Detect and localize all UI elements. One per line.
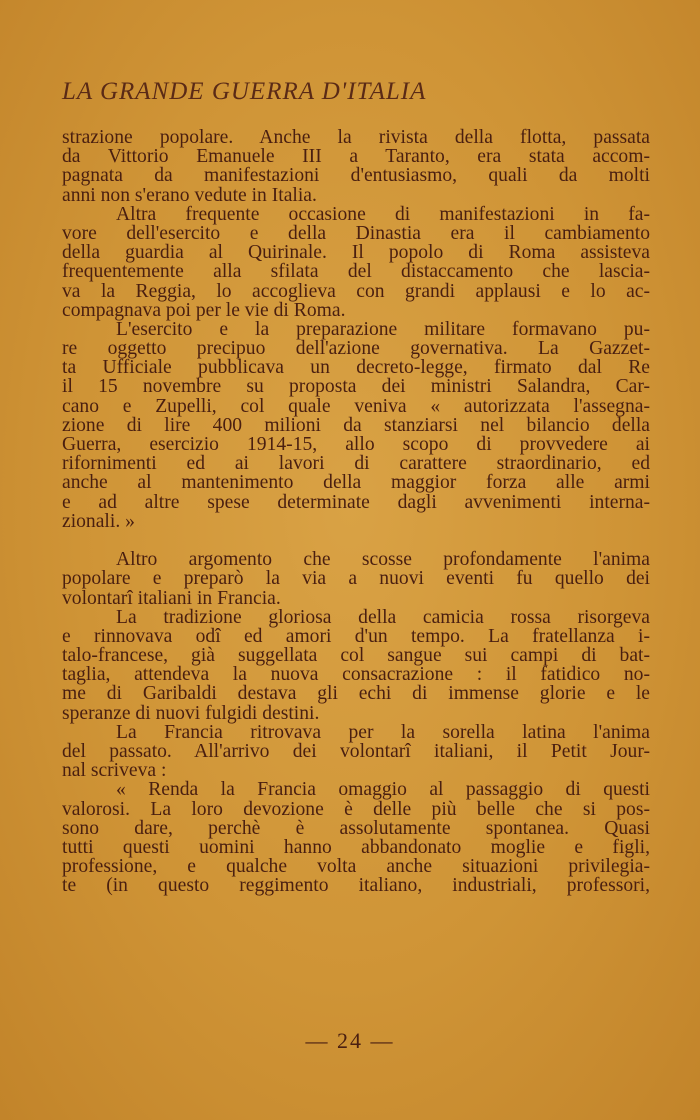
text-line: compagnava poi per le vie di Roma. bbox=[62, 299, 346, 321]
text-line: ta Ufficiale pubblicava un decreto-legge, firmato dal Re bbox=[62, 357, 650, 379]
text-line: zione di lire 400 milioni da stanziarsi nel bilancio della bbox=[62, 414, 650, 436]
text-line: nal scriveva : bbox=[62, 760, 167, 782]
text-line: Guerra, esercizio 1914-15, allo scopo di provvedere ai bbox=[62, 434, 650, 455]
page-number: — 24 — bbox=[305, 1028, 395, 1053]
text-line: me di Garibaldi destava gli echi di immense glorie e le bbox=[62, 683, 650, 705]
text-line: speranze di nuovi fulgidi destini. bbox=[62, 702, 320, 724]
text-line: professione, e qualche volta anche situazioni privilegia- bbox=[62, 856, 650, 878]
text-line: te (in questo reggimento italiano, industriali, professori, bbox=[62, 875, 650, 897]
paragraph-gap bbox=[62, 531, 650, 550]
text-line: anni non s'erano vedute in Italia. bbox=[62, 184, 317, 206]
text-line: talo-francese, già suggellata col sangue sui campi di bat- bbox=[62, 645, 650, 667]
text-line: vore dell'esercito e della Dinastia era il cambiamento bbox=[62, 222, 650, 244]
text-line: va la Reggia, lo accoglieva con grandi applausi e lo ac- bbox=[62, 280, 650, 302]
text-line: taglia, attendeva la nuova consacrazione : il fatidico no- bbox=[62, 664, 650, 686]
text-line: « Renda la Francia omaggio al passaggio di questi bbox=[116, 779, 650, 801]
text-line: il 15 novembre su proposta dei ministri Salandra, Car- bbox=[62, 376, 650, 398]
text-line: e ad altre spese determinate dagli avvenimenti interna- bbox=[62, 491, 650, 513]
text-line: anche al mantenimento della maggior forza alle armi bbox=[62, 472, 650, 494]
running-title: LA GRANDE GUERRA D'ITALIA bbox=[62, 78, 427, 105]
text-line: valorosi. La loro devozione è delle più belle che si pos- bbox=[62, 798, 650, 820]
text-line: frequentemente alla sfilata del distaccamento che lascia- bbox=[62, 261, 650, 283]
text-line: L'esercito e la preparazione militare formavano pu- bbox=[116, 318, 650, 340]
text-line: strazione popolare. Anche la rivista della flotta, passata bbox=[62, 127, 650, 148]
text-line: da Vittorio Emanuele III a Taranto, era stata accom- bbox=[62, 146, 650, 168]
text-line: pagnata da manifestazioni d'entusiasmo, quali da molti bbox=[62, 165, 650, 187]
text-line: Altra frequente occasione di manifestazioni in fa- bbox=[116, 203, 650, 225]
text-line: La Francia ritrovava per la sorella latina l'anima bbox=[116, 721, 650, 743]
text-line: cano e Zupelli, col quale veniva « autorizzata l'assegna- bbox=[62, 395, 650, 417]
text-line: rifornimenti ed ai lavori di carattere straordinario, ed bbox=[62, 453, 650, 475]
text-line: Altro argomento che scosse profondamente l'anima bbox=[116, 549, 650, 571]
text-line: re oggetto precipuo dell'azione governativa. La Gazzet- bbox=[62, 338, 650, 360]
text-line: del passato. All'arrivo dei volontarî italiani, il Petit Jour- bbox=[62, 741, 650, 762]
text-line: volontarî italiani in Francia. bbox=[62, 587, 281, 609]
body-text bbox=[62, 128, 650, 896]
text-line: sono dare, perchè è assolutamente spontanea. Quasi bbox=[62, 817, 650, 839]
text-line: e rinnovava odî ed amori d'un tempo. La fratellanza i- bbox=[62, 625, 650, 647]
text-line: zionali. » bbox=[62, 510, 135, 532]
text-line: popolare e preparò la via a nuovi eventi fu quello dei bbox=[62, 568, 650, 590]
text-line: La tradizione gloriosa della camicia rossa risorgeva bbox=[116, 606, 650, 628]
text-line: della guardia al Quirinale. Il popolo di Roma assisteva bbox=[62, 242, 650, 264]
text-line: tutti questi uomini hanno abbandonato moglie e figli, bbox=[62, 836, 650, 858]
